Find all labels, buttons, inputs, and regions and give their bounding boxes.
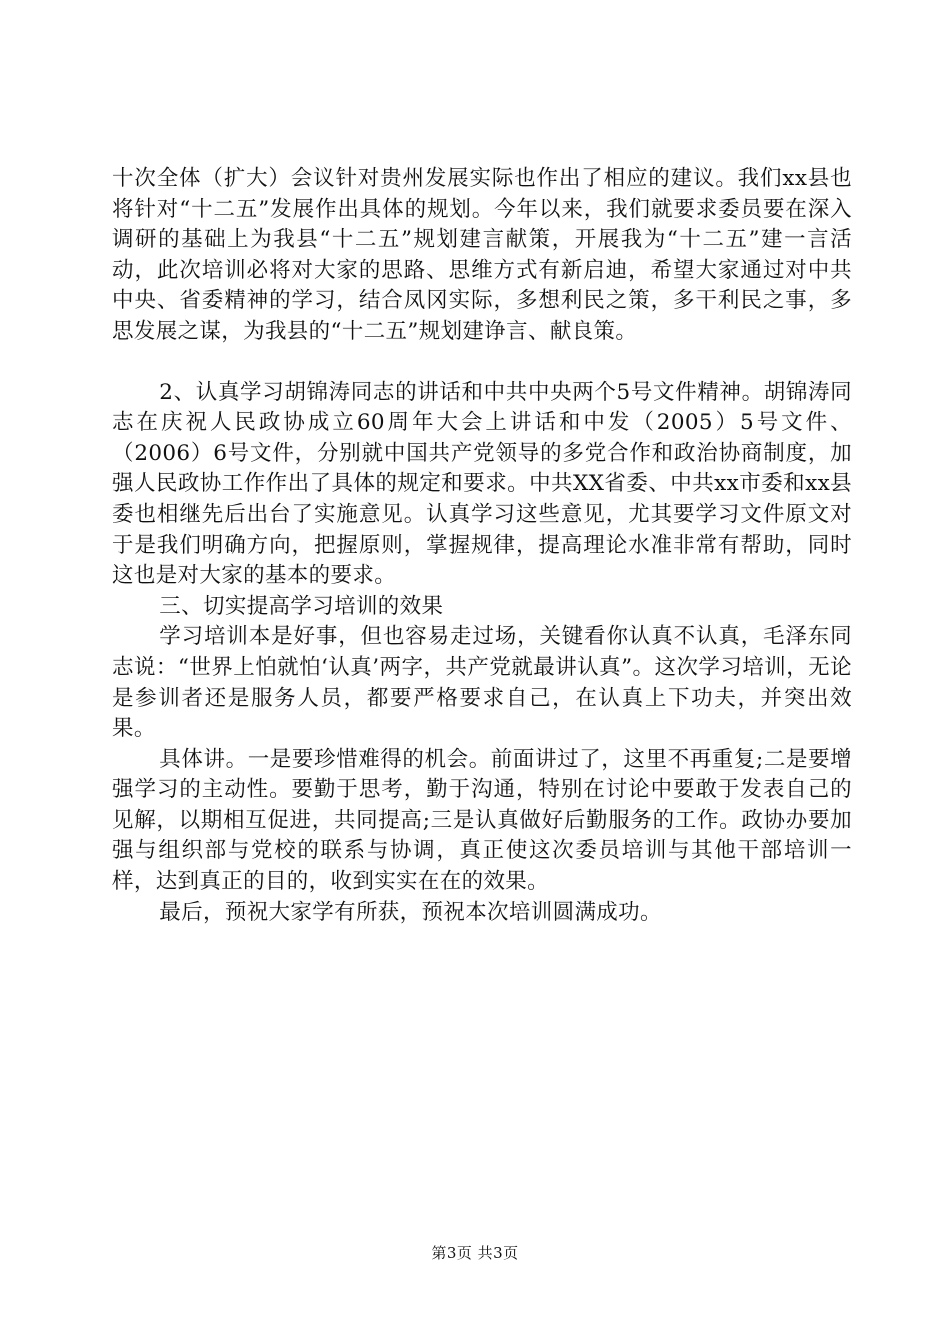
page-footer: 第3页 共3页 — [431, 1244, 519, 1262]
paragraph-item-2: 2、认真学习胡锦涛同志的讲话和中共中央两个5号文件精神。胡锦涛同志在庆祝人民政协成立60周年大会上讲话和中发（2005）5号文件、（2006）6号文件，分别就中国共产党领导的多党合作和政治协商制度，加强人民政协工作作出了具体的规定和要求。中共XX省委、中共xx市委和xx县委也相继先后出台了实施意见。认真学习这些意见，尤其要学习文件原文对于是我们明确方向，把握原则，掌握规律，提高理论水准非常有帮助，同时这也是对大家的基本的要求。 — [112, 379, 852, 589]
paragraph-spacer — [112, 348, 852, 378]
paragraph-specifics: 具体讲。一是要珍惜难得的机会。前面讲过了，这里不再重复;二是要增强学习的主动性。要勤于思考，勤于沟通，特别在讨论中要敢于发表自己的见解，以期相互促进，共同提高;三是认真做好后勤服务的工作。政协办要加强与组织部与党校的联系与协调，真正使这次委员培训与其他干部培训一样，达到真正的目的，收到实实在在的效果。 — [112, 746, 852, 895]
paragraph-training-effect: 学习培训本是好事，但也容易走过场，关键看你认真不认真，毛泽东同志说：“世界上怕就怕‘认真’两字，共产党就最讲认真”。这次学习培训，无论是参训者还是服务人员，都要严格要求自己，在认真上下功夫，并突出效果。 — [112, 624, 852, 742]
paragraph-continuation: 十次全体（扩大）会议针对贵州发展实际也作出了相应的建议。我们xx县也将针对“十二五”发展作出具体的规划。今年以来，我们就要求委员要在深入调研的基础上为我县“十二五”规划建言献策，开展我为“十二五”建一言活动，此次培训必将对大家的思路、思维方式有新启迪，希望大家通过对中共中央、省委精神的学习，结合凤冈实际，多想利民之策，多干利民之事，多思发展之谋，为我县的“十二五”规划建诤言、献良策。 — [112, 166, 852, 344]
paragraph-closing: 最后，预祝大家学有所获，预祝本次培训圆满成功。 — [159, 899, 662, 925]
document-body — [112, 164, 852, 928]
section-heading-3: 三、切实提高学习培训的效果 — [159, 593, 444, 619]
